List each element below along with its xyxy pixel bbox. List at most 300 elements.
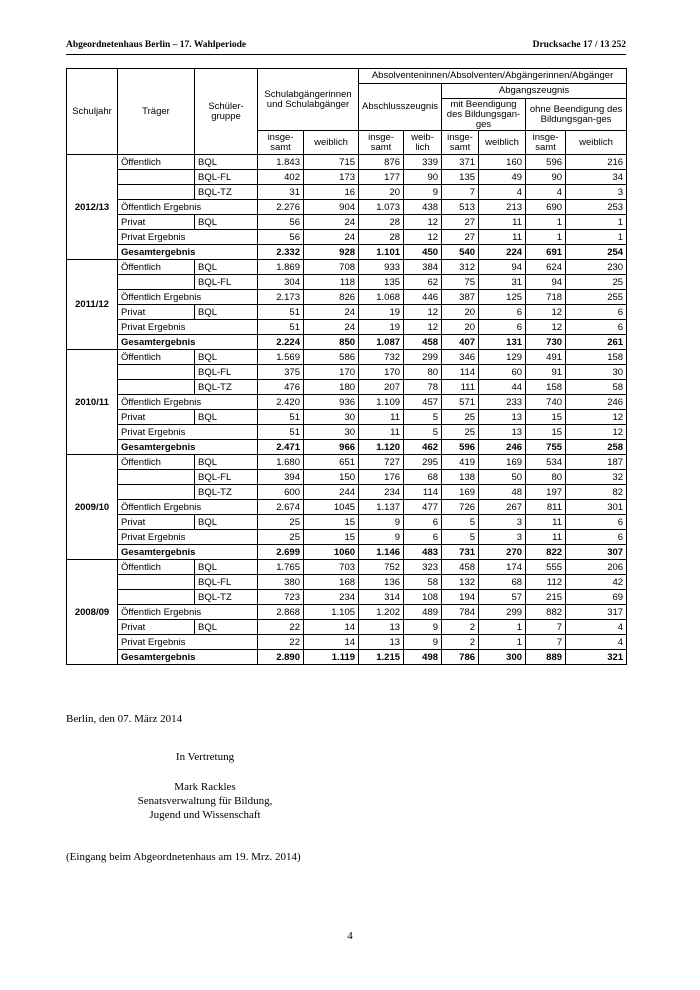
value-cell: 889 (526, 650, 566, 665)
value-cell: 1.146 (359, 545, 404, 560)
value-cell: 936 (304, 395, 359, 410)
value-cell: 2.276 (258, 200, 304, 215)
value-cell: 457 (404, 395, 442, 410)
value-cell: 57 (479, 590, 526, 605)
value-cell: 380 (258, 575, 304, 590)
value-cell: 233 (479, 395, 526, 410)
value-cell: 25 (442, 425, 479, 440)
value-cell: 7 (526, 620, 566, 635)
value-cell: 822 (526, 545, 566, 560)
value-cell: 158 (566, 350, 627, 365)
value-cell: 20 (442, 320, 479, 335)
traeger-cell: Gesamtergebnis (118, 245, 258, 260)
traeger-cell: Öffentlich Ergebnis (118, 395, 258, 410)
table-row (67, 500, 627, 515)
value-cell: 752 (359, 560, 404, 575)
traeger-cell: Privat (118, 620, 195, 635)
value-cell: 304 (258, 275, 304, 290)
table-body (67, 155, 627, 665)
value-cell: 1.202 (359, 605, 404, 620)
table-row (67, 410, 627, 425)
value-cell: 323 (404, 560, 442, 575)
value-cell: 904 (304, 200, 359, 215)
traeger-cell (118, 590, 195, 605)
value-cell: 22 (258, 620, 304, 635)
value-cell: 1045 (304, 500, 359, 515)
value-cell: 730 (526, 335, 566, 350)
value-cell: 253 (566, 200, 627, 215)
schuljahr-cell: 2010/11 (67, 350, 118, 455)
value-cell: 2.890 (258, 650, 304, 665)
value-cell: 1060 (304, 545, 359, 560)
value-cell: 15 (304, 530, 359, 545)
value-cell: 534 (526, 455, 566, 470)
col-ohne-beendigung: ohne Beendigung des Bildungsgan-ges (526, 99, 627, 131)
col-gruppe: Schüler-gruppe (195, 69, 258, 155)
value-cell: 312 (442, 260, 479, 275)
value-cell: 596 (526, 155, 566, 170)
value-cell: 158 (526, 380, 566, 395)
value-cell: 15 (304, 515, 359, 530)
value-cell: 234 (359, 485, 404, 500)
value-cell: 135 (359, 275, 404, 290)
value-cell: 197 (526, 485, 566, 500)
value-cell: 458 (404, 335, 442, 350)
gruppe-cell: BQL-TZ (195, 590, 258, 605)
value-cell: 12 (404, 215, 442, 230)
value-cell: 112 (526, 575, 566, 590)
value-cell: 150 (304, 470, 359, 485)
value-cell: 230 (566, 260, 627, 275)
value-cell: 114 (404, 485, 442, 500)
value-cell: 651 (304, 455, 359, 470)
value-cell: 173 (304, 170, 359, 185)
value-cell: 11 (479, 230, 526, 245)
value-cell: 14 (304, 635, 359, 650)
value-cell: 2.224 (258, 335, 304, 350)
value-cell: 24 (304, 215, 359, 230)
value-cell: 2.699 (258, 545, 304, 560)
value-cell: 131 (479, 335, 526, 350)
value-cell: 4 (479, 185, 526, 200)
table-row (67, 305, 627, 320)
value-cell: 25 (442, 410, 479, 425)
value-cell: 270 (479, 545, 526, 560)
table-row (67, 185, 627, 200)
table-row (67, 155, 627, 170)
value-cell: 90 (404, 170, 442, 185)
value-cell: 11 (479, 215, 526, 230)
sub-weiblich: weiblich (566, 131, 627, 155)
value-cell: 1.869 (258, 260, 304, 275)
value-cell: 727 (359, 455, 404, 470)
traeger-cell: Gesamtergebnis (118, 335, 258, 350)
value-cell: 62 (404, 275, 442, 290)
value-cell: 13 (359, 635, 404, 650)
schuljahr-cell: 2012/13 (67, 155, 118, 260)
value-cell: 108 (404, 590, 442, 605)
statistics-table (66, 68, 627, 665)
value-cell: 31 (479, 275, 526, 290)
value-cell: 80 (404, 365, 442, 380)
value-cell: 491 (526, 350, 566, 365)
value-cell: 6 (479, 320, 526, 335)
value-cell: 224 (479, 245, 526, 260)
gruppe-cell: BQL-FL (195, 575, 258, 590)
value-cell: 3 (479, 515, 526, 530)
sub-insgesamt: insge-samt (359, 131, 404, 155)
value-cell: 24 (304, 305, 359, 320)
value-cell: 234 (304, 590, 359, 605)
value-cell: 206 (566, 560, 627, 575)
value-cell: 826 (304, 290, 359, 305)
place-date: Berlin, den 07. März 2014 (66, 713, 183, 725)
traeger-cell: Gesamtergebnis (118, 440, 258, 455)
value-cell: 69 (566, 590, 627, 605)
value-cell: 850 (304, 335, 359, 350)
schuljahr-cell: 2008/09 (67, 560, 118, 665)
schuljahr-cell: 2011/12 (67, 260, 118, 350)
value-cell: 394 (258, 470, 304, 485)
page-number: 4 (347, 930, 353, 942)
value-cell: 56 (258, 230, 304, 245)
sub-insgesamt: insge-samt (442, 131, 479, 155)
value-cell: 1.680 (258, 455, 304, 470)
value-cell: 19 (359, 320, 404, 335)
value-cell: 215 (526, 590, 566, 605)
value-cell: 176 (359, 470, 404, 485)
table-row (67, 485, 627, 500)
traeger-cell: Öffentlich (118, 155, 195, 170)
value-cell: 94 (526, 275, 566, 290)
value-cell: 446 (404, 290, 442, 305)
value-cell: 51 (258, 320, 304, 335)
traeger-cell: Gesamtergebnis (118, 545, 258, 560)
value-cell: 933 (359, 260, 404, 275)
value-cell: 317 (566, 605, 627, 620)
value-cell: 49 (479, 170, 526, 185)
value-cell: 82 (566, 485, 627, 500)
value-cell: 9 (359, 530, 404, 545)
value-cell: 1.215 (359, 650, 404, 665)
gruppe-cell: BQL (195, 350, 258, 365)
value-cell: 12 (404, 320, 442, 335)
value-cell: 723 (258, 590, 304, 605)
value-cell: 12 (404, 305, 442, 320)
table-row (67, 590, 627, 605)
traeger-cell: Gesamtergebnis (118, 650, 258, 665)
table-row (67, 425, 627, 440)
gruppe-cell: BQL-FL (195, 170, 258, 185)
gruppe-cell: BQL-TZ (195, 485, 258, 500)
value-cell: 9 (404, 185, 442, 200)
value-cell: 13 (359, 620, 404, 635)
value-cell: 132 (442, 575, 479, 590)
value-cell: 1.068 (359, 290, 404, 305)
traeger-cell: Öffentlich (118, 350, 195, 365)
value-cell: 94 (479, 260, 526, 275)
value-cell: 25 (566, 275, 627, 290)
table-row (67, 635, 627, 650)
value-cell: 1.569 (258, 350, 304, 365)
value-cell: 15 (526, 410, 566, 425)
traeger-cell: Privat Ergebnis (118, 425, 258, 440)
value-cell: 180 (304, 380, 359, 395)
value-cell: 78 (404, 380, 442, 395)
gruppe-cell: BQL (195, 215, 258, 230)
table-row (67, 290, 627, 305)
value-cell: 1.119 (304, 650, 359, 665)
value-cell: 5 (404, 410, 442, 425)
value-cell: 44 (479, 380, 526, 395)
value-cell: 207 (359, 380, 404, 395)
value-cell: 187 (566, 455, 627, 470)
value-cell: 9 (404, 635, 442, 650)
value-cell: 6 (566, 320, 627, 335)
value-cell: 177 (359, 170, 404, 185)
gruppe-cell: BQL (195, 155, 258, 170)
value-cell: 31 (258, 185, 304, 200)
value-cell: 216 (566, 155, 627, 170)
traeger-cell: Privat Ergebnis (118, 530, 258, 545)
traeger-cell: Öffentlich (118, 260, 195, 275)
value-cell: 300 (479, 650, 526, 665)
value-cell: 28 (359, 230, 404, 245)
value-cell: 169 (442, 485, 479, 500)
value-cell: 68 (404, 470, 442, 485)
traeger-cell (118, 485, 195, 500)
value-cell: 24 (304, 230, 359, 245)
traeger-cell: Privat Ergebnis (118, 635, 258, 650)
traeger-cell: Öffentlich Ergebnis (118, 290, 258, 305)
value-cell: 3 (479, 530, 526, 545)
value-cell: 6 (566, 530, 627, 545)
traeger-cell (118, 470, 195, 485)
value-cell: 30 (304, 410, 359, 425)
department-line-1: Senatsverwaltung für Bildung, (137, 795, 273, 807)
value-cell: 1.843 (258, 155, 304, 170)
value-cell: 339 (404, 155, 442, 170)
value-cell: 476 (258, 380, 304, 395)
value-cell: 299 (479, 605, 526, 620)
value-cell: 56 (258, 215, 304, 230)
value-cell: 50 (479, 470, 526, 485)
value-cell: 1.137 (359, 500, 404, 515)
value-cell: 30 (304, 425, 359, 440)
value-cell: 58 (404, 575, 442, 590)
value-cell: 1 (479, 620, 526, 635)
traeger-cell: Privat (118, 410, 195, 425)
table-row (67, 245, 627, 260)
traeger-cell: Öffentlich Ergebnis (118, 500, 258, 515)
value-cell: 596 (442, 440, 479, 455)
value-cell: 20 (442, 305, 479, 320)
value-cell: 1 (479, 635, 526, 650)
value-cell: 882 (526, 605, 566, 620)
value-cell: 4 (526, 185, 566, 200)
value-cell: 1 (566, 215, 627, 230)
col-mit-beendigung: mit Beendigung des Bildungsgan-ges (442, 99, 526, 131)
value-cell: 3 (566, 185, 627, 200)
value-cell: 295 (404, 455, 442, 470)
value-cell: 321 (566, 650, 627, 665)
value-cell: 624 (526, 260, 566, 275)
value-cell: 80 (526, 470, 566, 485)
value-cell: 540 (442, 245, 479, 260)
value-cell: 2.868 (258, 605, 304, 620)
table-row (67, 515, 627, 530)
value-cell: 1 (526, 230, 566, 245)
table-row (67, 215, 627, 230)
value-cell: 24 (304, 320, 359, 335)
value-cell: 2.173 (258, 290, 304, 305)
value-cell: 375 (258, 365, 304, 380)
value-cell: 2.674 (258, 500, 304, 515)
value-cell: 246 (566, 395, 627, 410)
col-schuljahr: Schuljahr (67, 69, 118, 155)
value-cell: 51 (258, 425, 304, 440)
value-cell: 6 (566, 305, 627, 320)
traeger-cell: Privat (118, 305, 195, 320)
value-cell: 1.105 (304, 605, 359, 620)
value-cell: 11 (526, 515, 566, 530)
value-cell: 28 (359, 215, 404, 230)
value-cell: 169 (479, 455, 526, 470)
value-cell: 1.101 (359, 245, 404, 260)
value-cell: 12 (526, 305, 566, 320)
department-line-2: Jugend und Wissenschaft (149, 809, 261, 821)
value-cell: 254 (566, 245, 627, 260)
value-cell: 786 (442, 650, 479, 665)
value-cell: 34 (566, 170, 627, 185)
value-cell: 483 (404, 545, 442, 560)
value-cell: 25 (258, 515, 304, 530)
table-row (67, 440, 627, 455)
gruppe-cell: BQL-FL (195, 365, 258, 380)
value-cell: 135 (442, 170, 479, 185)
value-cell: 2.420 (258, 395, 304, 410)
traeger-cell (118, 170, 195, 185)
value-cell: 1.073 (359, 200, 404, 215)
value-cell: 6 (404, 530, 442, 545)
value-cell: 25 (258, 530, 304, 545)
value-cell: 16 (304, 185, 359, 200)
value-cell: 703 (304, 560, 359, 575)
value-cell: 213 (479, 200, 526, 215)
value-cell: 387 (442, 290, 479, 305)
value-cell: 732 (359, 350, 404, 365)
value-cell: 58 (566, 380, 627, 395)
value-cell: 114 (442, 365, 479, 380)
value-cell: 600 (258, 485, 304, 500)
value-cell: 1.087 (359, 335, 404, 350)
table-row (67, 530, 627, 545)
value-cell: 571 (442, 395, 479, 410)
value-cell: 11 (359, 425, 404, 440)
value-cell: 371 (442, 155, 479, 170)
traeger-cell (118, 185, 195, 200)
value-cell: 928 (304, 245, 359, 260)
value-cell: 708 (304, 260, 359, 275)
value-cell: 740 (526, 395, 566, 410)
table-row (67, 620, 627, 635)
gruppe-cell: BQL (195, 515, 258, 530)
value-cell: 32 (566, 470, 627, 485)
value-cell: 1 (526, 215, 566, 230)
gruppe-cell: BQL (195, 455, 258, 470)
value-cell: 513 (442, 200, 479, 215)
value-cell: 170 (304, 365, 359, 380)
value-cell: 307 (566, 545, 627, 560)
value-cell: 14 (304, 620, 359, 635)
value-cell: 27 (442, 230, 479, 245)
value-cell: 168 (304, 575, 359, 590)
value-cell: 2.471 (258, 440, 304, 455)
value-cell: 1.109 (359, 395, 404, 410)
table-row (67, 350, 627, 365)
value-cell: 407 (442, 335, 479, 350)
value-cell: 136 (359, 575, 404, 590)
table-row (67, 560, 627, 575)
value-cell: 477 (404, 500, 442, 515)
sub-weiblich: weiblich (304, 131, 359, 155)
gruppe-cell: BQL-TZ (195, 185, 258, 200)
value-cell: 6 (566, 515, 627, 530)
gruppe-cell: BQL-TZ (195, 380, 258, 395)
vertretung: In Vertretung (175, 751, 235, 763)
value-cell: 261 (566, 335, 627, 350)
col-abschluss: Abschlusszeugnis (359, 84, 442, 131)
value-cell: 462 (404, 440, 442, 455)
value-cell: 68 (479, 575, 526, 590)
col-traeger: Träger (118, 69, 195, 155)
value-cell: 244 (304, 485, 359, 500)
value-cell: 876 (359, 155, 404, 170)
value-cell: 90 (526, 170, 566, 185)
traeger-cell: Privat (118, 515, 195, 530)
value-cell: 51 (258, 305, 304, 320)
header-right: Drucksache 17 / 13 252 (532, 40, 626, 50)
value-cell: 22 (258, 635, 304, 650)
table-row (67, 365, 627, 380)
value-cell: 4 (566, 635, 627, 650)
value-cell: 138 (442, 470, 479, 485)
value-cell: 42 (566, 575, 627, 590)
gruppe-cell: BQL (195, 305, 258, 320)
value-cell: 755 (526, 440, 566, 455)
header-left: Abgeordnetenhaus Berlin – 17. Wahlperiode (66, 40, 247, 50)
traeger-cell: Öffentlich Ergebnis (118, 605, 258, 620)
value-cell: 19 (359, 305, 404, 320)
value-cell: 450 (404, 245, 442, 260)
value-cell: 174 (479, 560, 526, 575)
sub-insgesamt: insge-samt (258, 131, 304, 155)
table-row (67, 650, 627, 665)
value-cell: 11 (359, 410, 404, 425)
value-cell: 170 (359, 365, 404, 380)
table-row (67, 260, 627, 275)
value-cell: 419 (442, 455, 479, 470)
value-cell: 13 (479, 425, 526, 440)
value-cell: 27 (442, 215, 479, 230)
value-cell: 458 (442, 560, 479, 575)
col-abgaenger: Schulabgängerinnen und Schulabgänger (258, 69, 359, 131)
value-cell: 255 (566, 290, 627, 305)
traeger-cell: Privat Ergebnis (118, 230, 258, 245)
table-row (67, 470, 627, 485)
table-row (67, 275, 627, 290)
value-cell: 13 (479, 410, 526, 425)
